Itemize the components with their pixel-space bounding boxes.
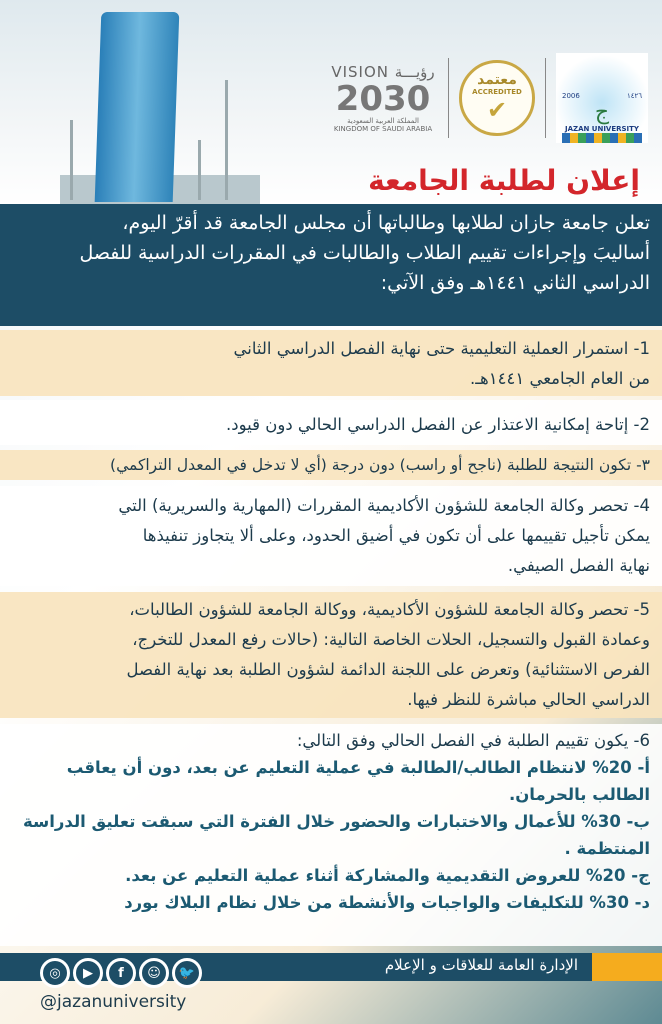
item-2: [0, 400, 662, 445]
intro-line: أساليبَ وإجراءات تقييم الطلاب والطالبات في المقررات الدراسية للفصل: [79, 242, 650, 264]
vision-label: VISION رؤيـــة: [331, 63, 435, 81]
social-links: [40, 958, 202, 988]
social-handle: @jazanuniversity: [40, 992, 187, 1012]
item-5: [0, 592, 662, 718]
intro-line: الدراسي الثاني ١٤٤١هـ وفق الآتي:: [380, 272, 650, 294]
logos: [328, 48, 648, 148]
intro-paragraph: [0, 204, 662, 326]
accredited-arabic: معتمد: [477, 72, 517, 88]
twitter-icon[interactable]: 🐦: [172, 958, 202, 988]
item-line: الدراسي الحالي مباشرة للنظر فيها.: [407, 690, 650, 709]
calligraphy: ج: [594, 100, 610, 125]
logo-hijri: ١٤٢٦: [626, 92, 642, 100]
sub-item-a: أ- 20% لانتظام الطالب/الطالبة في عملية التعليم عن بعد، دون أن يعاقب: [66, 758, 650, 777]
item-line: 6- يكون تقييم الطلبة في الفصل الحالي وفق التالي:: [296, 731, 650, 750]
street-lamp: [198, 140, 201, 200]
street-lamp: [70, 120, 73, 200]
snapchat-icon[interactable]: ☺: [139, 958, 169, 988]
item-1: [0, 330, 662, 396]
vision-2030-logo: [328, 63, 438, 133]
orange-accent: [592, 953, 662, 981]
sub-item-c: ج- 20% للعروض التقديمية والمشاركة أثناء عملية التعليم عن بعد.: [125, 866, 650, 885]
item-line: ٣- تكون النتيجة للطلبة (ناجح أو راسب) دون درجة (أي لا تدخل في المعدل التراكمي): [110, 456, 650, 474]
check-icon: ✔: [486, 96, 508, 124]
waves-decoration: [562, 133, 642, 143]
item-line: 2- إتاحة إمكانية الاعتذار عن الفصل الدراسي الحالي دون قيود.: [226, 415, 650, 434]
item-4: [0, 486, 662, 586]
tower-image: [95, 12, 180, 202]
youtube-icon[interactable]: ▶: [73, 958, 103, 988]
item-line: 4- تحصر وكالة الجامعة للشؤون الأكاديمية المقررات (المهارية والسريرية) التي: [118, 496, 650, 515]
instagram-icon[interactable]: ◎: [40, 958, 70, 988]
divider: [545, 58, 546, 138]
accredited-english: ACCREDITED: [472, 88, 522, 96]
sub-item-b: ب- 30% للأعمال والاختبارات والحضور خلال الفترة التي سبقت تعليق الدراسة: [23, 812, 650, 831]
item-6: [0, 724, 662, 946]
vision-english: KINGDOM OF SAUDI ARABIA: [333, 125, 433, 133]
vision-arabic: المملكة العربية السعودية: [347, 117, 419, 125]
intro-line: تعلن جامعة جازان لطلابها وطالباتها أن مجلس الجامعة قد أقرّ اليوم،: [122, 212, 650, 234]
sub-item-b-cont: المنتظمة .: [564, 839, 650, 858]
item-line: يمكن تأجيل تقييمها على أن تكون في أضيق الحدود، وعلى ألا يتجاوز تنفيذها: [142, 526, 650, 545]
item-3: [0, 450, 662, 480]
sub-item-d: د- 30% للتكليفات والواجبات والأنشطة من خلال نظام البلاك بورد: [124, 893, 650, 912]
item-line: 5- تحصر وكالة الجامعة للشؤون الأكاديمية، ووكالة الجامعة للشؤون الطالبات،: [129, 600, 650, 619]
jazan-university-logo: [556, 53, 648, 143]
divider: [448, 58, 449, 138]
accredited-logo: [459, 60, 535, 136]
facebook-icon[interactable]: f: [106, 958, 136, 988]
logo-name: JAZAN UNIVERSITY: [564, 125, 640, 133]
item-line: 1- استمرار العملية التعليمية حتى نهاية الفصل الدراسي الثاني: [233, 339, 650, 358]
sub-item-a-cont: الطالب بالحرمان.: [508, 785, 650, 804]
logo-year: 2006: [562, 92, 580, 100]
department-name: الإدارة العامة للعلاقات و الإعلام: [384, 956, 578, 974]
street-lamp: [225, 80, 228, 200]
page-title: إعلان لطلبة الجامعة: [368, 164, 640, 197]
item-line: الفرص الاستثنائية) وتعرض على اللجنة الدائمة لشؤون الطلبة بعد نهاية الفصل: [126, 660, 650, 679]
item-line: نهاية الفصل الصيفي.: [507, 556, 650, 575]
item-line: وعمادة القبول والتسجيل، الحلات الخاصة التالية: (حالات رفع المعدل للتخرج،: [132, 630, 650, 649]
item-line: من العام الجامعي ١٤٤١هـ.: [469, 369, 650, 388]
vision-number: 2030: [335, 79, 431, 119]
